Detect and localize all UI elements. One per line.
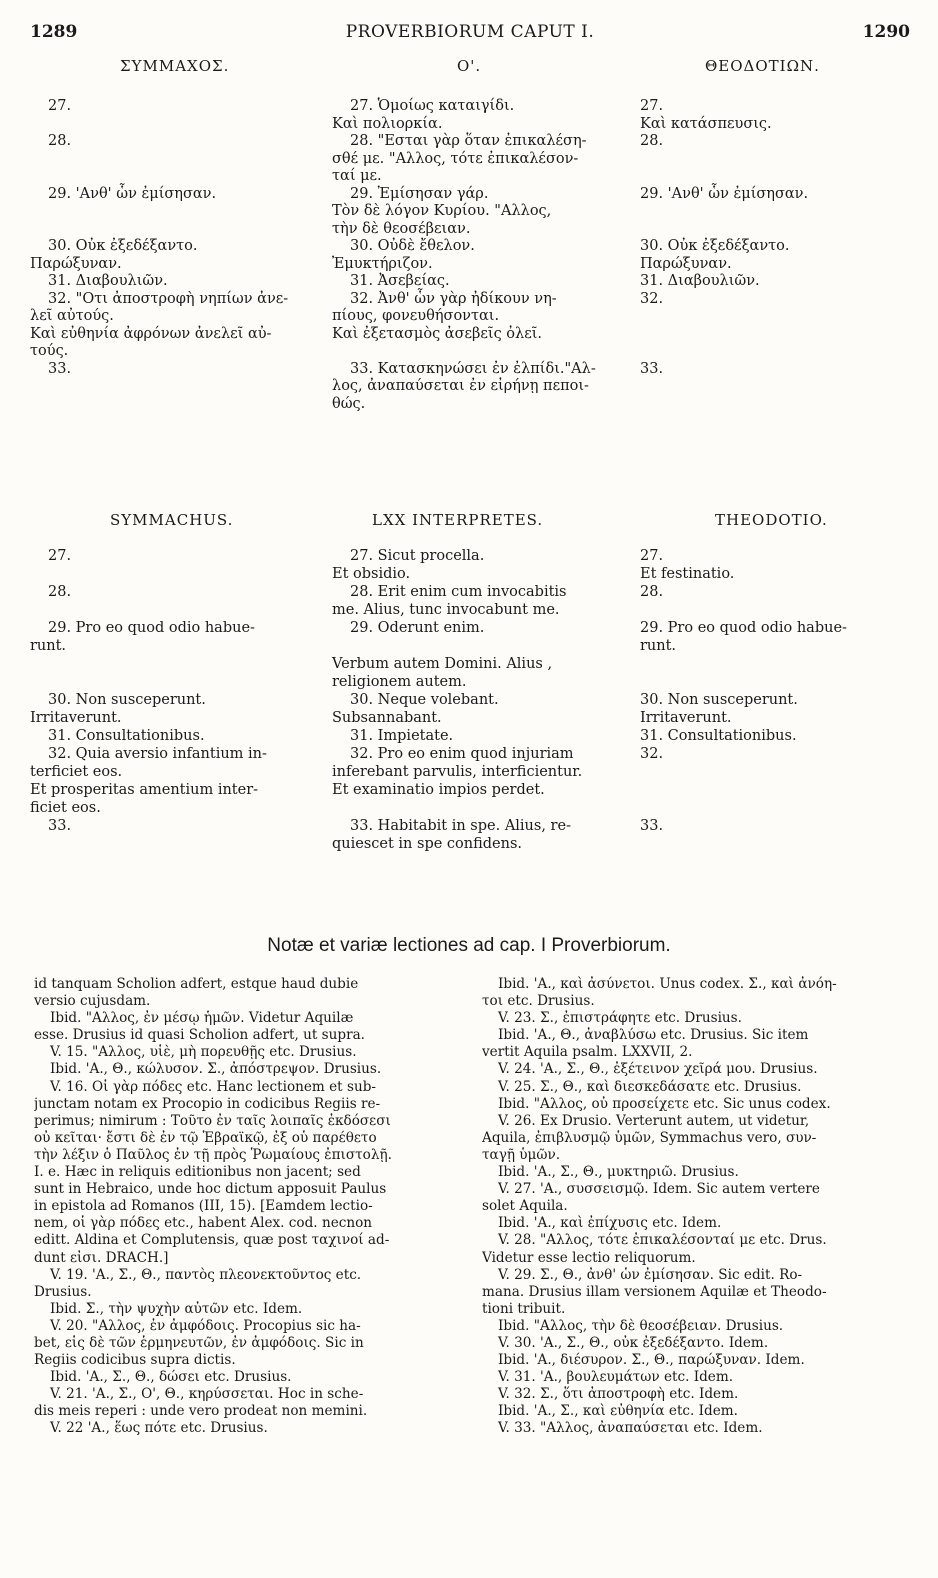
note-line: mana. Drusius illam versionem Aquilæ et Theodo- bbox=[482, 1283, 827, 1300]
column-line: quiescet in spe confidens. bbox=[332, 836, 523, 852]
note-line: Aquila, ἐπιβλυσμῷ ὑμῶν, Symmachus vero, συν- bbox=[482, 1129, 817, 1146]
page-number-left: 1289 bbox=[30, 22, 78, 42]
note-line: οὐ κεῖται· ἔστι δὲ ἐν τῷ Ἑβραϊκῷ, ἐξ οὗ παρέθετο bbox=[34, 1129, 377, 1146]
column-line: 29. Oderunt enim. bbox=[350, 620, 485, 636]
note-line: sunt in Hebraico, unde hoc dictum apposuit Paulus bbox=[34, 1181, 387, 1198]
note-line: Ibid. Σ., τὴν ψυχὴν αὐτῶν etc. Idem. bbox=[50, 1300, 303, 1317]
column-line: 30. Οὐκ ἐξεδέξαντο. bbox=[640, 238, 790, 254]
column-line: 27. bbox=[640, 98, 664, 114]
column-line: inferebant parvulis, interficientur. bbox=[332, 764, 583, 780]
note-line: Regiis codicibus supra dictis. bbox=[34, 1352, 236, 1369]
column-line: 29. Pro eo quod odio habue- bbox=[48, 620, 255, 636]
note-line: ταγῇ ὑμῶν. bbox=[482, 1146, 561, 1163]
note-line: V. 29. Σ., Θ., ἀνθ' ὧν ἐμίσησαν. Sic edit. Ro- bbox=[498, 1266, 803, 1283]
column-line: 28. bbox=[48, 133, 72, 149]
note-line: V. 23. Σ., ἐπιστράφητε etc. Drusius. bbox=[498, 1010, 742, 1027]
note-line: Ibid. 'Α., Σ., Θ., δώσει etc. Drusius. bbox=[50, 1369, 292, 1386]
note-line: versio cujusdam. bbox=[34, 993, 151, 1010]
column-line: πίους, φονευθήσονται. bbox=[332, 308, 500, 324]
column-heading: SYMMACHUS. bbox=[110, 511, 234, 529]
column-line: 29. Ἐμίσησαν γάρ. bbox=[350, 185, 489, 202]
column-line: 31. Consultationibus. bbox=[48, 728, 205, 744]
note-line: Ibid. 'Α., καὶ ἀσύνετοι. Unus codex. Σ., καὶ ἀνόη- bbox=[498, 976, 837, 992]
column-line: 33. bbox=[640, 818, 664, 834]
note-line: V. 26. Ex Drusio. Verterunt autem, ut videtur, bbox=[498, 1112, 810, 1129]
note-line: V. 31. 'Α., βουλευμάτων etc. Idem. bbox=[498, 1369, 734, 1386]
column-line: 32. bbox=[640, 290, 664, 307]
column-line: 31. Διαβουλιῶν. bbox=[640, 273, 760, 289]
column-line: 33. bbox=[640, 360, 664, 377]
notes-left-column bbox=[34, 976, 472, 1438]
note-line: junctam notam ex Procopio in codicibus Regiis re- bbox=[34, 1095, 381, 1112]
column-line: Et obsidio. bbox=[332, 566, 411, 582]
column-line: Παρώξυναν. bbox=[640, 255, 732, 272]
note-line: Ibid. 'Α., Θ., κώλυσον. Σ., ἀπόστρεψον. Drusius. bbox=[50, 1061, 382, 1078]
column-line: terficiet eos. bbox=[30, 764, 123, 780]
column-line: 32. Pro eo enim quod injuriam bbox=[350, 746, 574, 762]
column-line: ταί με. bbox=[332, 168, 382, 184]
note-line: editt. Aldina et Complutensis, quæ post ταχινοί ad- bbox=[34, 1232, 390, 1249]
column-line: 33. Κατασκηνώσει ἐν ἐλπίδι."Αλ- bbox=[350, 360, 596, 377]
column-line: Irritaverunt. bbox=[30, 710, 122, 726]
note-line: Ibid. "Αλλος, τὴν δὲ θεοσέβειαν. Drusius. bbox=[498, 1317, 784, 1334]
column-line: σθέ με. "Αλλος, τότε ἐπικαλέσον- bbox=[332, 150, 579, 167]
column-heading: ΘΕΟΔΟΤΙΩΝ. bbox=[705, 57, 820, 75]
note-line: bet, εἷς δὲ τῶν ἑρμηνευτῶν, ἐν ἀμφόδοις. Sic in bbox=[34, 1334, 364, 1351]
column-line: 31. Consultationibus. bbox=[640, 728, 797, 744]
note-line: solet Aquila. bbox=[482, 1198, 568, 1215]
note-line: V. 22 'Α., ἕως πότε etc. Drusius. bbox=[50, 1420, 268, 1437]
column-line: τούς. bbox=[30, 343, 69, 359]
column-line: 30. Οὐδὲ ἔθελον. bbox=[350, 238, 475, 254]
column-heading: O'. bbox=[457, 57, 482, 75]
column-line: 29. 'Ανθ' ὧν ἐμίσησαν. bbox=[48, 185, 217, 202]
column-line: 29. Pro eo quod odio habue- bbox=[640, 620, 847, 636]
column-line: 33. bbox=[48, 360, 72, 377]
column-line: 30. Non susceperunt. bbox=[640, 692, 798, 708]
note-line: Videtur esse lectio reliquorum. bbox=[482, 1249, 696, 1266]
column-line: Subsannabant. bbox=[332, 710, 442, 726]
column-line: Τὸν δὲ λόγον Κυρίου. "Αλλος, bbox=[332, 203, 552, 219]
note-line: V. 25. Σ., Θ., καὶ διεσκεδάσατε etc. Drusius. bbox=[498, 1078, 802, 1095]
note-line: V. 33. "Αλλος, ἀναπαύσεται etc. Idem. bbox=[498, 1420, 763, 1437]
column-line: Et examinatio impios perdet. bbox=[332, 782, 545, 798]
column-line: 28. bbox=[640, 133, 664, 149]
page-title: PROVERBIORUM CAPUT I. bbox=[345, 22, 595, 42]
column-line: 33. Habitabit in spe. Alius, re- bbox=[350, 818, 571, 834]
column-line: religionem autem. bbox=[332, 674, 467, 690]
column-line: θώς. bbox=[332, 395, 366, 412]
notes-title: Notæ et variæ lectiones ad cap. I Proverbiorum. bbox=[267, 935, 671, 956]
note-line: Ibid. 'Α., Θ., ἀναβλύσω etc. Drusius. Sic item bbox=[498, 1027, 809, 1044]
note-line: I. e. Hæc in reliquis editionibus non jacent; sed bbox=[34, 1164, 361, 1181]
note-line: V. 15. "Αλλος, υἱὲ, μὴ πορευθῇς etc. Drusius. bbox=[50, 1044, 357, 1061]
column-line: 27. Ὁμοίως καταιγίδι. bbox=[350, 98, 515, 114]
column-line: Et festinatio. bbox=[640, 566, 735, 582]
column-line: τὴν δὲ θεοσέβειαν. bbox=[332, 220, 471, 237]
note-line: vertit Aquila psalm. LXXVII, 2. bbox=[482, 1044, 693, 1061]
note-line: Ibid. 'Α., Σ., καὶ εὐθηνία etc. Idem. bbox=[498, 1403, 739, 1420]
note-line: dis meis reperi : unde vero prodeat non memini. bbox=[34, 1403, 368, 1420]
column-line: Et prosperitas amentium inter- bbox=[30, 782, 259, 798]
column-line: Καὶ πολιορκία. bbox=[332, 115, 443, 132]
column-line: 32. Ἀνθ' ὧν γὰρ ἠδίκουν νη- bbox=[350, 290, 557, 307]
column-line: 28. bbox=[48, 584, 72, 600]
column-line: ficiet eos. bbox=[30, 800, 101, 816]
note-line: esse. Drusius id quasi Scholion adfert, ut supra. bbox=[34, 1027, 365, 1044]
column-heading: ΣΥΜΜΑΧΟΣ. bbox=[120, 57, 230, 75]
note-line: V. 19. 'Α., Σ., Θ., παντὸς πλεονεκτοῦντος etc. bbox=[50, 1266, 362, 1283]
column-line: 32. "Οτι ἀποστροφὴ νηπίων ἀνε- bbox=[48, 290, 289, 307]
column-line: 27. bbox=[48, 548, 72, 564]
column-line: 30. Οὐκ ἐξεδέξαντο. bbox=[48, 238, 198, 254]
column-line: 33. bbox=[48, 818, 72, 834]
note-line: perimus; nimirum : Τοῦτο ἐν ταῖς λοιπαῖς ἐκδόσεσι bbox=[34, 1112, 391, 1129]
note-line: τοι etc. Drusius. bbox=[482, 993, 595, 1010]
column-line: λεῖ αὐτούς. bbox=[30, 308, 114, 324]
note-line: Ibid. "Αλλος, οὐ προσείχετε etc. Sic unus codex. bbox=[498, 1095, 831, 1112]
column-line: 27. Sicut procella. bbox=[350, 548, 485, 564]
column-line: 27. bbox=[640, 548, 664, 564]
column-line: 32. bbox=[640, 746, 664, 762]
note-line: in epistola ad Romanos (III, 15). [Eamdem lectio- bbox=[34, 1198, 373, 1215]
note-line: nem, οἱ γὰρ πόδες etc., habent Alex. cod. necnon bbox=[34, 1215, 373, 1232]
note-line: V. 32. Σ., ὅτι ἀποστροφὴ etc. Idem. bbox=[498, 1386, 739, 1403]
running-head bbox=[30, 22, 910, 44]
note-line: Ibid. 'Α., καὶ ἐπίχυσις etc. Idem. bbox=[498, 1215, 722, 1232]
note-line: τὴν λέξιν ὁ Παῦλος ἐν τῇ πρὸς Ῥωμαίους ἐπιστολῇ. bbox=[34, 1146, 392, 1163]
column-line: 28. bbox=[640, 584, 664, 600]
column-line: runt. bbox=[30, 638, 67, 654]
column-line: λος, ἀναπαύσεται ἐν εἰρήνῃ πεποι- bbox=[332, 378, 589, 394]
column-line: 27. bbox=[48, 98, 72, 114]
column-line: 28. Erit enim cum invocabitis bbox=[350, 584, 567, 600]
column-line: 28. "Εσται γὰρ ὅταν ἐπικαλέση- bbox=[350, 133, 587, 149]
column-heading: LXX INTERPRETES. bbox=[372, 511, 544, 529]
note-line: dunt εἰσι. DRACH.] bbox=[34, 1249, 169, 1266]
note-line: V. 27. 'Α., συσσεισμῷ. Idem. Sic autem vertere bbox=[498, 1181, 820, 1198]
column-line: Καὶ ἐξετασμὸς ἀσεβεῖς ὀλεῖ. bbox=[332, 325, 543, 342]
page-number-right: 1290 bbox=[862, 22, 910, 42]
column-line: me. Alius, tunc invocabunt me. bbox=[332, 602, 560, 618]
column-line: runt. bbox=[640, 638, 677, 654]
notes-right-column bbox=[482, 976, 920, 1438]
column-line: Καὶ κατάσπευσις. bbox=[640, 115, 772, 132]
column-line: Παρώξυναν. bbox=[30, 255, 122, 272]
column-line: 29. 'Ανθ' ὧν ἐμίσησαν. bbox=[640, 185, 809, 202]
note-line: Ibid. "Αλλος, ἐν μέσῳ ἡμῶν. Videtur Aquilæ bbox=[50, 1010, 354, 1027]
column-line: 32. Quia aversio infantium in- bbox=[48, 746, 267, 762]
column-line: 31. Ἀσεβείας. bbox=[350, 273, 450, 289]
note-line: Ibid. 'Α., διέσυρον. Σ., Θ., παρώξυναν. Idem. bbox=[498, 1352, 805, 1369]
column-heading: THEODOTIO. bbox=[715, 511, 828, 529]
column-line: 31. Impietate. bbox=[350, 728, 454, 744]
note-line: V. 28. "Αλλος, τότε ἐπικαλέσονταί με etc. Drus. bbox=[498, 1232, 827, 1249]
column-line: Καὶ εὐθηνία ἀφρόνων ἀνελεῖ αὐ- bbox=[30, 325, 272, 342]
note-line: id tanquam Scholion adfert, estque haud dubie bbox=[34, 976, 359, 992]
note-line: V. 16. Οἱ γὰρ πόδες etc. Hanc lectionem et sub- bbox=[50, 1078, 376, 1095]
note-line: tioni tribuit. bbox=[482, 1300, 566, 1317]
note-line: V. 21. 'Α., Σ., O', Θ., κηρύσσεται. Hoc in sche- bbox=[50, 1386, 364, 1403]
column-line: Ἐμυκτήριζον. bbox=[332, 255, 433, 272]
note-line: Drusius. bbox=[34, 1283, 92, 1300]
column-line: 30. Non susceperunt. bbox=[48, 692, 206, 708]
note-line: V. 20. "Αλλος, ἐν ἀμφόδοις. Procopius sic ha- bbox=[50, 1317, 361, 1334]
column-line: 30. Neque volebant. bbox=[350, 692, 499, 708]
note-line: Ibid. 'Α., Σ., Θ., μυκτηριῶ. Drusius. bbox=[498, 1164, 739, 1181]
column-line: 31. Διαβουλιῶν. bbox=[48, 273, 168, 289]
note-line: V. 30. 'Α., Σ., Θ., οὐκ ἐξεδέξαντο. Idem. bbox=[498, 1334, 769, 1351]
column-line: Irritaverunt. bbox=[640, 710, 732, 726]
column-line: Verbum autem Domini. Alius , bbox=[332, 656, 553, 672]
note-line: V. 24. 'Α., Σ., Θ., ἐξέτεινον χεῖρά μου. Drusius. bbox=[498, 1061, 818, 1078]
